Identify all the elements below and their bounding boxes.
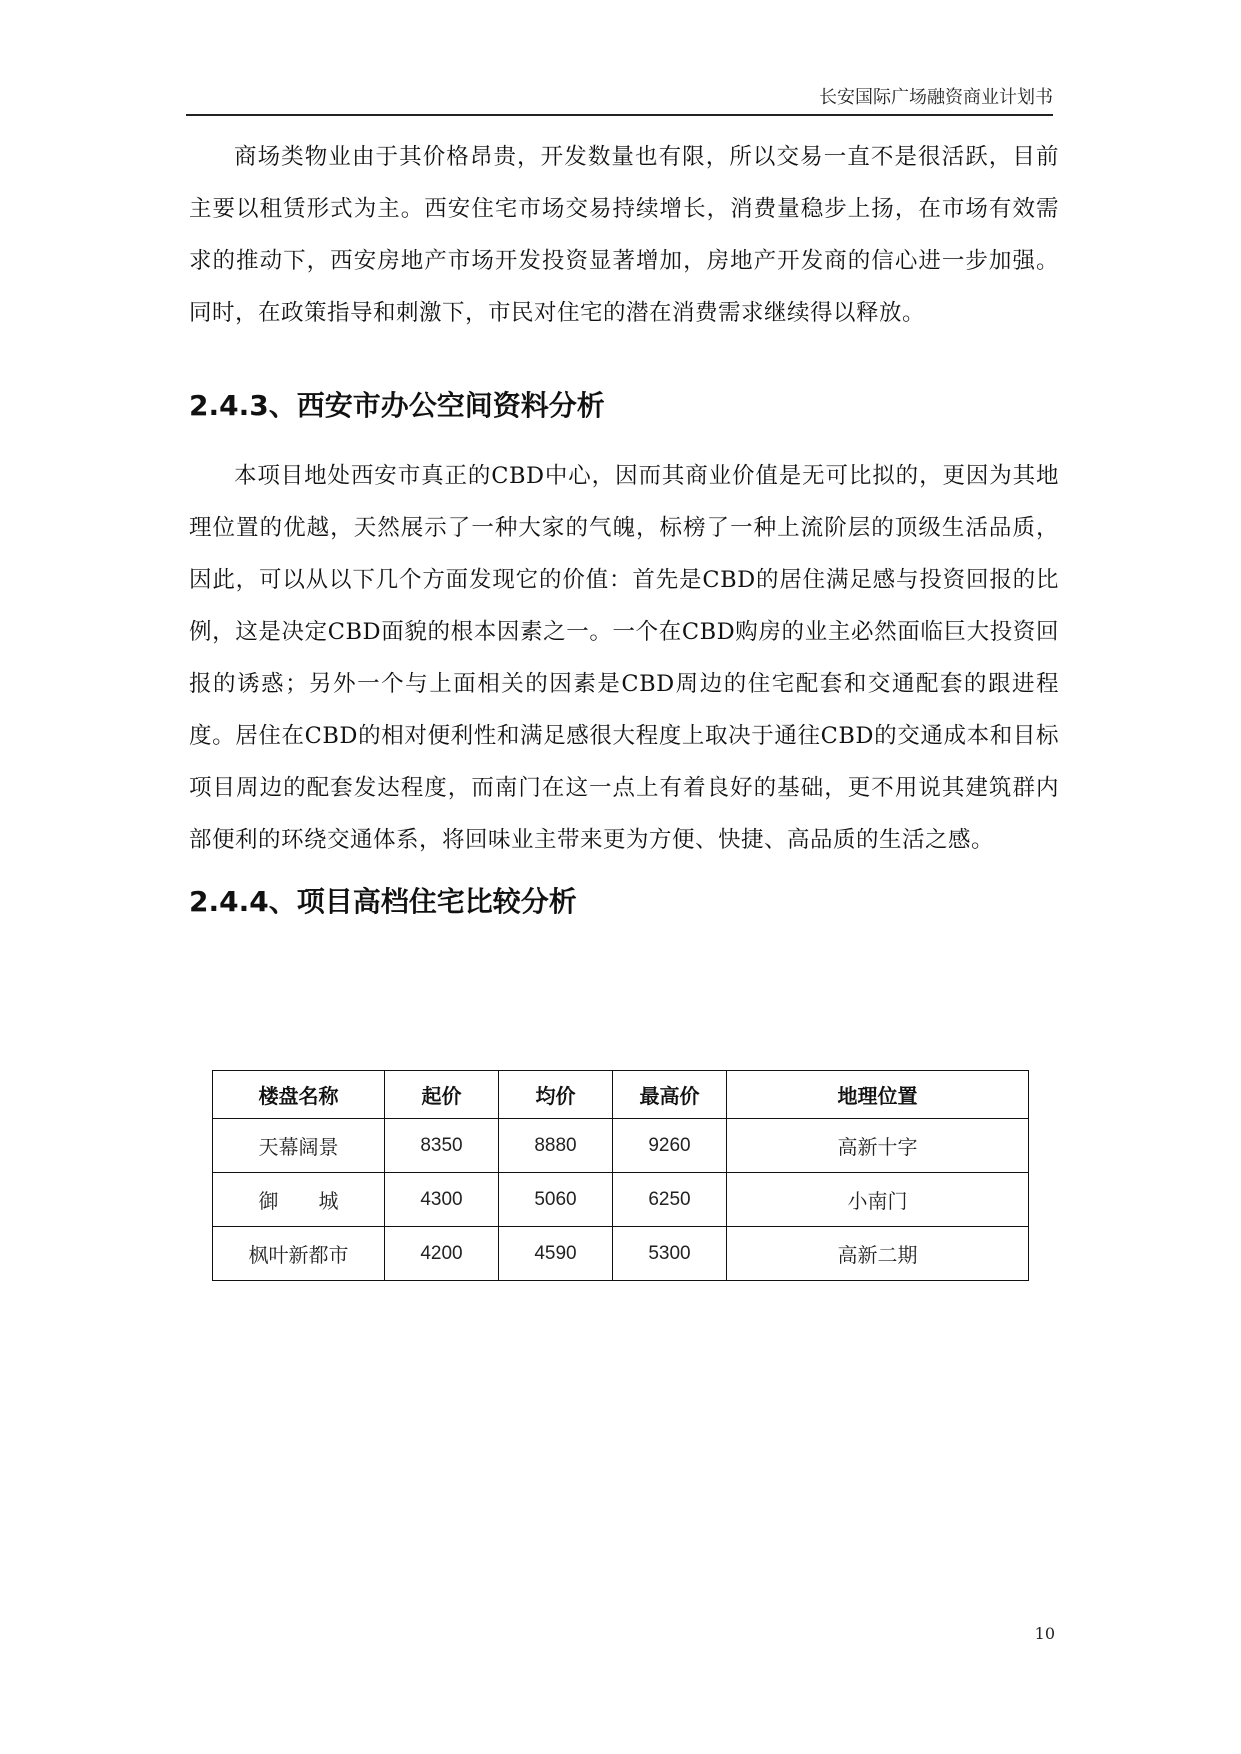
column-header-max-price: 最高价 [613,1071,727,1119]
paragraph-cbd-analysis: 本项目地处西安市真正的CBD中心，因而其商业价值是无可比拟的，更因为其地理位置的优越，天然展示了一种大家的气魄，标榜了一种上流阶层的顶级生活品质，因此，可以从以下几个方面发现它的价值：首先是CBD的居住满足感与投资回报的比例，这是决定CBD面貌的根本因素之一。一个在CBD购房的业主必然面临巨大投资回报的诱惑；另外一个与上面相关的因素是CBD周边的住宅配套和交通配套的跟进程度。居住在CBD的相对便利性和满足感很大程度上取决于通往CBD的交通成本和目标项目周边的配套发达程度，而南门在这一点上有着良好的基础，更不用说其建筑群内部便利的环绕交通体系，将回味业主带来更为方便、快捷、高品质的生活之感。 [189,463,1059,853]
section-heading-2-4-3: 2.4.3、西安市办公空间资料分析 [189,389,605,422]
cell-average-price: 5060 [499,1173,613,1227]
cell-max-price: 9260 [613,1119,727,1173]
cell-max-price: 5300 [613,1227,727,1281]
section-heading-2-4-4: 2.4.4、项目高档住宅比较分析 [189,885,577,918]
table-header-row [213,1071,1029,1119]
cell-name: 天幕阔景 [213,1119,385,1173]
cell-max-price: 6250 [613,1173,727,1227]
housing-comparison-table [212,1070,1029,1281]
column-header-location: 地理位置 [727,1071,1029,1119]
cell-location: 高新十字 [727,1119,1029,1173]
cell-name: 御 城 [213,1173,385,1227]
cell-average-price: 4590 [499,1227,613,1281]
running-header: 长安国际广场融资商业计划书 [819,87,1053,108]
cell-name: 枫叶新都市 [213,1227,385,1281]
cell-location: 小南门 [727,1173,1029,1227]
paragraph-market-overview: 商场类物业由于其价格昂贵，开发数量也有限，所以交易一直不是很活跃，目前主要以租赁形式为主。西安住宅市场交易持续增长，消费量稳步上扬，在市场有效需求的推动下，西安房地产市场开发投资显著增加，房地产开发商的信心进一步加强。同时，在政策指导和刺激下，市民对住宅的潜在消费需求继续得以释放。 [189,144,1059,326]
cell-location: 高新二期 [727,1227,1029,1281]
cell-start-price: 4200 [385,1227,499,1281]
column-header-name: 楼盘名称 [213,1071,385,1119]
header-divider [186,114,1053,116]
cell-start-price: 4300 [385,1173,499,1227]
table-row [213,1173,1029,1227]
cell-average-price: 8880 [499,1119,613,1173]
table-row [213,1227,1029,1281]
table-row [213,1119,1029,1173]
column-header-average-price: 均价 [499,1071,613,1119]
column-header-start-price: 起价 [385,1071,499,1119]
page-number: 10 [1034,1624,1055,1643]
cell-start-price: 8350 [385,1119,499,1173]
